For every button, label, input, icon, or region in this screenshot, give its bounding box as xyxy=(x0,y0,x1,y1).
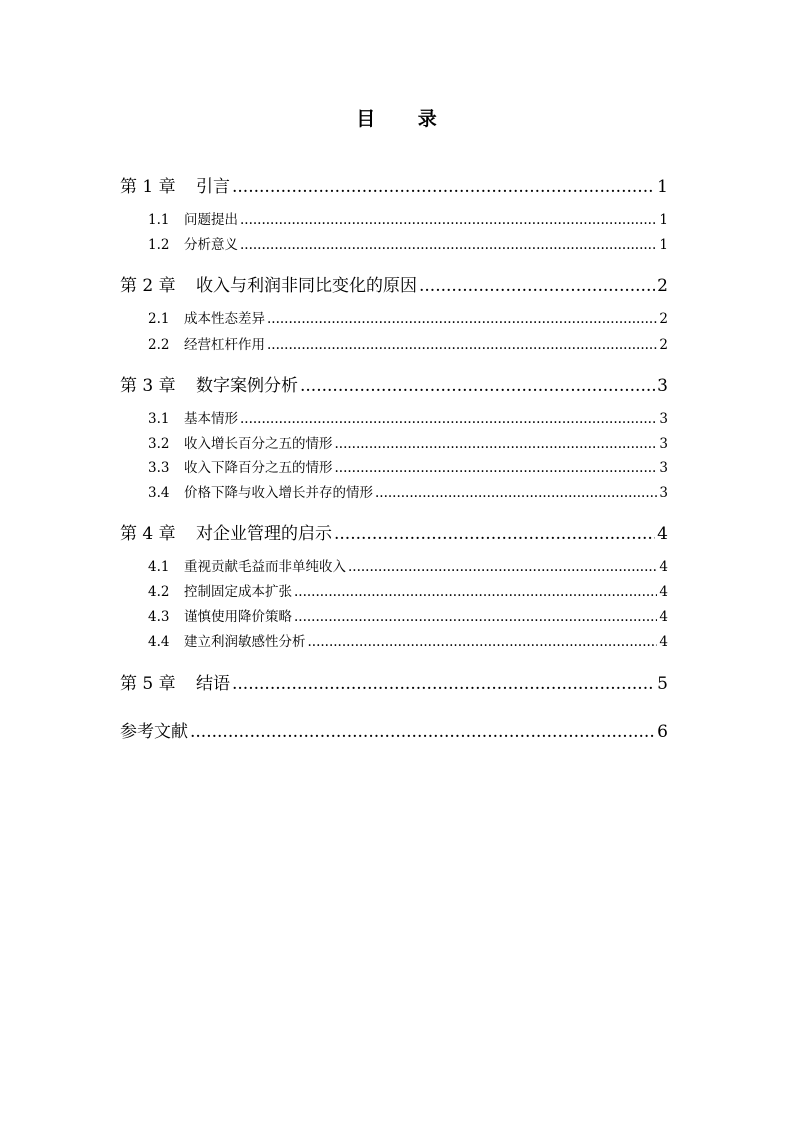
toc-entry-page-number: 6 xyxy=(657,722,668,742)
toc-leader-dots xyxy=(267,311,657,327)
toc-chapter-entry[interactable] xyxy=(120,271,668,296)
toc-section-entry[interactable] xyxy=(148,432,668,450)
toc-section-entry[interactable] xyxy=(148,580,668,598)
toc-entry-number: 1.1 xyxy=(148,212,170,228)
toc-chapter-entry[interactable] xyxy=(120,669,668,694)
toc-section-entry[interactable] xyxy=(148,333,668,351)
toc-section-entry[interactable] xyxy=(148,307,668,325)
toc-entry-page-number: 1 xyxy=(657,177,668,197)
toc-section-entry[interactable] xyxy=(148,481,668,499)
toc-leader-dots xyxy=(240,411,657,427)
toc-entry-label: 结语 xyxy=(196,674,230,694)
toc-entry-number: 2.2 xyxy=(148,337,170,353)
toc-section-entry[interactable] xyxy=(148,605,668,623)
toc-title: 目 录 xyxy=(356,108,455,130)
toc-leader-dots xyxy=(334,524,655,544)
toc-entry-label: 价格下降与收入增长并存的情形 xyxy=(184,485,373,501)
toc-chapter-entry[interactable] xyxy=(120,519,668,544)
toc-entry-number: 3.1 xyxy=(148,411,170,427)
toc-entry-label: 重视贡献毛益而非单纯收入 xyxy=(184,559,346,575)
toc-entry-page-number: 2 xyxy=(659,311,668,327)
toc-entry-number: 第 5 章 xyxy=(120,674,176,694)
toc-entry-label: 谨慎使用降价策略 xyxy=(184,609,292,625)
toc-entry-number: 1.2 xyxy=(148,237,170,253)
toc-entry-page-number: 4 xyxy=(659,584,668,600)
toc-entry-number: 2.1 xyxy=(148,311,170,327)
toc-entry-number: 4.1 xyxy=(148,559,170,575)
toc-section-entry[interactable] xyxy=(148,555,668,573)
toc-entry-page-number: 1 xyxy=(659,237,668,253)
toc-leader-dots xyxy=(294,584,657,600)
toc-entry-label: 建立利润敏感性分析 xyxy=(184,634,306,650)
toc-leader-dots xyxy=(419,276,655,296)
toc-leader-dots xyxy=(300,376,655,396)
toc-section-entry[interactable] xyxy=(148,456,668,474)
toc-entry-page-number: 2 xyxy=(657,276,668,296)
toc-entry-label: 引言 xyxy=(196,177,230,197)
toc-entry-number: 3.3 xyxy=(148,460,170,476)
toc-entry-label: 控制固定成本扩张 xyxy=(184,584,292,600)
toc-entry-label: 收入与利润非同比变化的原因 xyxy=(196,276,417,296)
toc-leader-dots xyxy=(335,436,658,452)
toc-section-entry[interactable] xyxy=(148,407,668,425)
toc-entry-number: 4.3 xyxy=(148,609,170,625)
toc-entry-label: 收入下降百分之五的情形 xyxy=(184,460,333,476)
toc-entry-page-number: 5 xyxy=(657,674,668,694)
toc-chapter-entry[interactable] xyxy=(120,172,668,197)
toc-entry-page-number: 3 xyxy=(659,436,668,452)
toc-leader-dots xyxy=(335,460,658,476)
toc-entry-label: 问题提出 xyxy=(184,212,238,228)
toc-entry-number: 4.2 xyxy=(148,584,170,600)
toc-entry-page-number: 4 xyxy=(659,559,668,575)
toc-entry-page-number: 3 xyxy=(659,485,668,501)
toc-leader-dots xyxy=(232,674,655,694)
toc-entry-page-number: 4 xyxy=(657,524,668,544)
toc-chapter-entry[interactable] xyxy=(120,717,668,742)
toc-entry-page-number: 1 xyxy=(659,212,668,228)
toc-entry-number: 第 2 章 xyxy=(120,276,176,296)
toc-leader-dots xyxy=(232,177,655,197)
toc-entry-number: 第 1 章 xyxy=(120,177,176,197)
toc-leader-dots xyxy=(190,722,655,742)
toc-entry-page-number: 3 xyxy=(657,376,668,396)
toc-leader-dots xyxy=(294,609,657,625)
toc-entry-page-number: 4 xyxy=(659,609,668,625)
toc-entry-number: 3.2 xyxy=(148,436,170,452)
toc-entry-label: 成本性态差异 xyxy=(184,311,265,327)
toc-chapter-entry[interactable] xyxy=(120,371,668,396)
toc-entry-label: 基本情形 xyxy=(184,411,238,427)
toc-entry-label: 分析意义 xyxy=(184,237,238,253)
toc-section-entry[interactable] xyxy=(148,630,668,648)
toc-entry-number: 第 3 章 xyxy=(120,376,176,396)
toc-entry-label: 经营杠杆作用 xyxy=(184,337,265,353)
toc-entry-label: 收入增长百分之五的情形 xyxy=(184,436,333,452)
toc-entry-page-number: 4 xyxy=(659,634,668,650)
toc-leader-dots xyxy=(240,212,657,228)
toc-entry-page-number: 2 xyxy=(659,337,668,353)
toc-entry-page-number: 3 xyxy=(659,460,668,476)
toc-entry-number: 第 4 章 xyxy=(120,524,176,544)
toc-section-entry[interactable] xyxy=(148,208,668,226)
toc-entry-label: 对企业管理的启示 xyxy=(196,524,332,544)
toc-leader-dots xyxy=(308,634,658,650)
toc-leader-dots xyxy=(267,337,657,353)
toc-section-entry[interactable] xyxy=(148,233,668,251)
toc-leader-dots xyxy=(375,485,657,501)
toc-leader-dots xyxy=(240,237,657,253)
toc-entry-number: 4.4 xyxy=(148,634,170,650)
toc-entry-label: 参考文献 xyxy=(120,722,188,742)
toc-entry-label: 数字案例分析 xyxy=(196,376,298,396)
toc-entry-number: 3.4 xyxy=(148,485,170,501)
toc-entry-page-number: 3 xyxy=(659,411,668,427)
toc-leader-dots xyxy=(348,559,657,575)
